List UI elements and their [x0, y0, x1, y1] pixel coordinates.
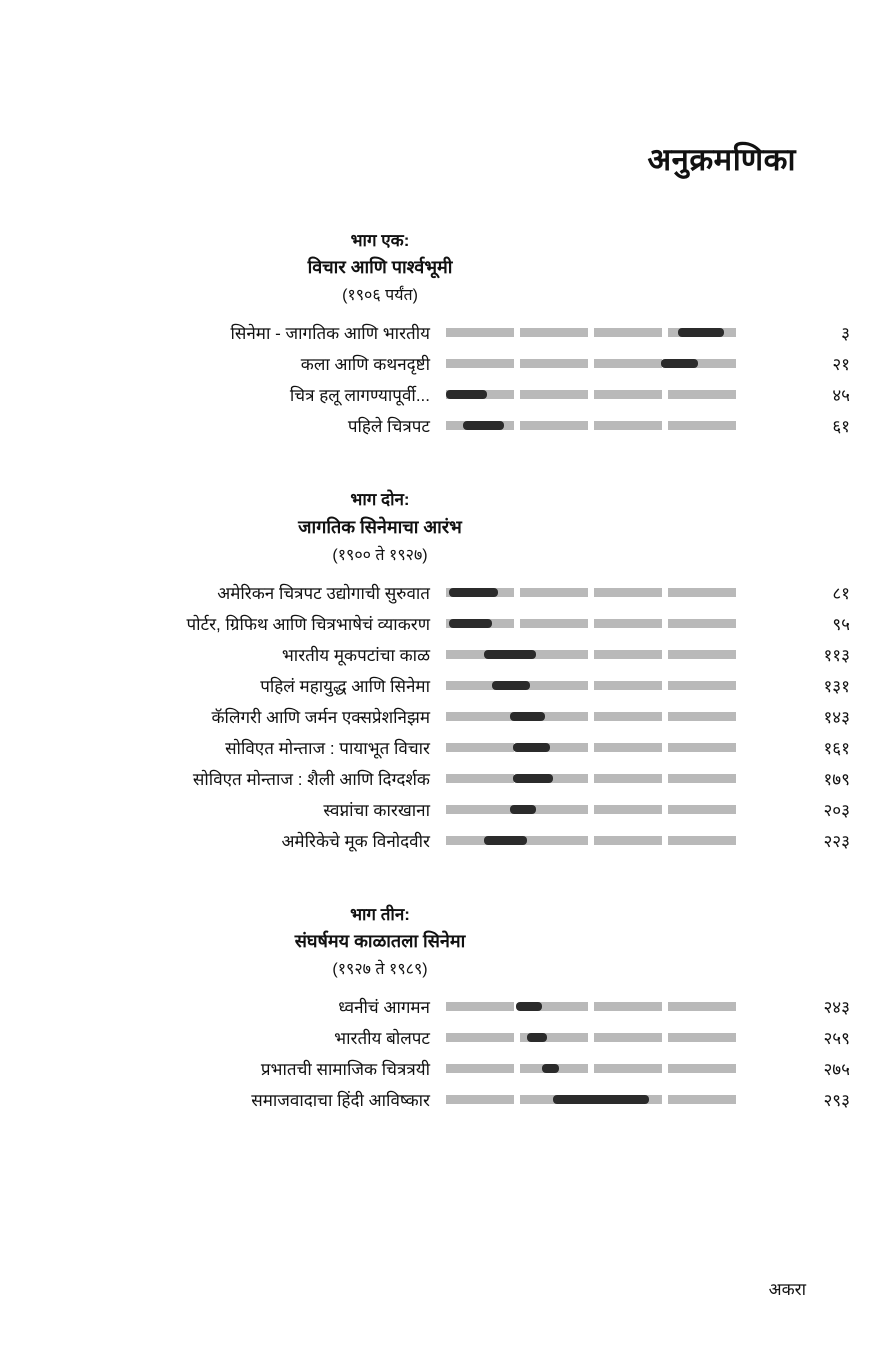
leader-segment — [520, 619, 588, 628]
leader-segment — [520, 390, 588, 399]
toc-entry-title: पहिले चित्रपट — [347, 417, 430, 437]
toc-entry-title: अमेरिकन चित्रपट उद्योगाची सुरुवात — [217, 583, 430, 603]
leader-segment — [446, 774, 514, 783]
leader-highlight — [527, 1033, 547, 1042]
toc-entry-title: अमेरिकेचे मूक विनोदवीर — [281, 831, 430, 851]
toc-entry[interactable] — [0, 1022, 892, 1053]
toc-entry[interactable] — [0, 991, 892, 1022]
toc-entry-page-number: ३ — [841, 324, 850, 344]
toc-entry-page-number: २४३ — [823, 998, 850, 1018]
toc-entry-title: पोर्टर, ग्रिफिथ आणि चित्रभाषेचं व्याकरण — [186, 614, 430, 634]
leader-segment — [668, 743, 736, 752]
toc-entry-list — [0, 991, 892, 1115]
toc-entry-leader-bar — [446, 1064, 736, 1073]
toc-entry-title: पहिलं महायुद्ध आणि सिनेमा — [260, 676, 430, 696]
leader-segment — [594, 359, 662, 368]
leader-segment — [594, 328, 662, 337]
leader-segment — [594, 681, 662, 690]
leader-segment — [594, 774, 662, 783]
leader-segment — [594, 421, 662, 430]
page-title: अनुक्रमणिका — [647, 142, 796, 177]
toc-entry[interactable] — [0, 670, 892, 701]
toc-part-heading-line3: (१९०० ते १९२७) — [332, 546, 428, 564]
leader-segment — [594, 1002, 662, 1011]
toc-entry-title: समाजवादाचा हिंदी आविष्कार — [251, 1091, 430, 1111]
leader-segment — [594, 1033, 662, 1042]
toc-entry-title: भारतीय बोलपट — [334, 1029, 430, 1049]
toc-entry[interactable] — [0, 608, 892, 639]
leader-segment — [446, 359, 514, 368]
toc-entry[interactable] — [0, 410, 892, 441]
leader-highlight — [446, 390, 487, 399]
leader-segment — [668, 1095, 736, 1104]
toc-entry-leader-bar — [446, 1095, 736, 1104]
toc-entry-leader-bar — [446, 805, 736, 814]
leader-segment — [446, 1064, 514, 1073]
toc-entry-title: सिनेमा - जागतिक आणि भारतीय — [230, 324, 430, 344]
toc-entry-leader-bar — [446, 774, 736, 783]
toc-entry-page-number: ११३ — [823, 645, 850, 665]
leader-segment — [520, 681, 588, 690]
leader-segment — [520, 588, 588, 597]
toc-entry-leader-bar — [446, 1033, 736, 1042]
toc-part-heading-line2: विचार आणि पार्श्वभूमी — [307, 257, 453, 278]
leader-segment — [446, 712, 514, 721]
toc-part — [0, 902, 892, 1115]
toc-part-heading-line3: (१९०६ पर्यंत) — [342, 287, 418, 305]
toc-entry[interactable] — [0, 379, 892, 410]
toc-entry-title: कला आणि कथनदृष्टी — [300, 355, 430, 375]
toc-part-heading-line2: संघर्षमय काळातला सिनेमा — [294, 931, 466, 952]
leader-highlight — [661, 359, 699, 368]
toc-entry-page-number: २१ — [832, 355, 850, 375]
toc-entry-title: ध्वनीचं आगमन — [338, 998, 430, 1018]
leader-segment — [594, 712, 662, 721]
toc-part-heading-line2: जागतिक सिनेमाचा आरंभ — [298, 516, 462, 537]
toc-entry-leader-bar — [446, 712, 736, 721]
leader-segment — [520, 359, 588, 368]
leader-segment — [668, 421, 736, 430]
toc-entry-page-number: २७५ — [823, 1060, 850, 1080]
leader-segment — [446, 1033, 514, 1042]
leader-segment — [668, 650, 736, 659]
toc-entry[interactable] — [0, 1084, 892, 1115]
leader-highlight — [510, 805, 536, 814]
toc-part-heading-line1: भाग एक: — [350, 231, 410, 250]
toc-entry-list — [0, 577, 892, 856]
toc-entry[interactable] — [0, 348, 892, 379]
toc-entry-page-number: ८१ — [832, 583, 850, 603]
leader-segment — [446, 1095, 514, 1104]
leader-segment — [668, 681, 736, 690]
leader-segment — [446, 743, 514, 752]
leader-highlight — [463, 421, 504, 430]
leader-segment — [668, 588, 736, 597]
leader-segment — [594, 588, 662, 597]
leader-segment — [446, 328, 514, 337]
toc-entry-leader-bar — [446, 619, 736, 628]
leader-highlight — [449, 619, 493, 628]
toc-entry-title: कॅलिगरी आणि जर्मन एक्सप्रेशनिझम — [211, 707, 430, 727]
toc-entry-page-number: १४३ — [823, 707, 850, 727]
leader-highlight — [513, 743, 551, 752]
leader-highlight — [492, 681, 530, 690]
toc-entry[interactable] — [0, 577, 892, 608]
toc-entry-title: स्वप्नांचा कारखाना — [323, 800, 430, 820]
leader-segment — [520, 328, 588, 337]
toc-entry[interactable] — [0, 701, 892, 732]
leader-segment — [594, 650, 662, 659]
toc-entry-page-number: १७९ — [823, 769, 850, 789]
toc-entry-title: चित्र हलू लागण्यापूर्वी... — [289, 386, 430, 406]
leader-segment — [594, 805, 662, 814]
toc-entry-leader-bar — [446, 359, 736, 368]
toc-entry[interactable] — [0, 639, 892, 670]
toc-entry[interactable] — [0, 1053, 892, 1084]
toc-entry-title: प्रभातची सामाजिक चित्रत्रयी — [260, 1060, 430, 1080]
toc-entry-page-number: ९५ — [832, 614, 850, 634]
toc-entry[interactable] — [0, 317, 892, 348]
leader-segment — [668, 1002, 736, 1011]
leader-highlight — [484, 650, 536, 659]
toc-part — [0, 487, 892, 855]
leader-segment — [668, 836, 736, 845]
leader-segment — [668, 712, 736, 721]
leader-segment — [594, 1064, 662, 1073]
toc-entry-page-number: ६१ — [832, 417, 850, 437]
toc-entry-title: सोविएत मोन्ताज : शैली आणि दिग्दर्शक — [192, 769, 430, 789]
toc-entry-leader-bar — [446, 421, 736, 430]
toc-part-heading-line3: (१९२७ ते १९८९) — [332, 961, 428, 979]
leader-segment — [446, 1002, 514, 1011]
leader-segment — [668, 619, 736, 628]
toc-part-heading — [0, 902, 600, 983]
leader-highlight — [542, 1064, 559, 1073]
toc-entry-leader-bar — [446, 650, 736, 659]
toc-entry-leader-bar — [446, 836, 736, 845]
toc-entry-list — [0, 317, 892, 441]
toc-part-heading — [0, 228, 600, 309]
toc-entry[interactable] — [0, 794, 892, 825]
toc-part-heading-line1: भाग तीन: — [350, 904, 410, 924]
toc-entry-leader-bar — [446, 743, 736, 752]
leader-highlight — [449, 588, 498, 597]
leader-highlight — [553, 1095, 649, 1104]
leader-segment — [594, 619, 662, 628]
leader-segment — [668, 390, 736, 399]
toc-entry-page-number: २२३ — [823, 831, 850, 851]
leader-segment — [520, 836, 588, 845]
leader-highlight — [484, 836, 528, 845]
leader-segment — [668, 1033, 736, 1042]
toc-entry-page-number: १३१ — [823, 676, 850, 696]
toc-entry-page-number: २०३ — [823, 800, 850, 820]
page-number-footer: अकरा — [768, 1280, 806, 1299]
toc-entry-leader-bar — [446, 328, 736, 337]
leader-segment — [594, 743, 662, 752]
toc-entry[interactable] — [0, 732, 892, 763]
toc-entry-leader-bar — [446, 1002, 736, 1011]
toc-content — [0, 228, 892, 1125]
toc-entry-page-number: १६१ — [823, 738, 850, 758]
toc-part — [0, 228, 892, 441]
toc-entry-title: सोविएत मोन्ताज : पायाभूत विचार — [225, 738, 430, 758]
toc-entry-leader-bar — [446, 588, 736, 597]
toc-entry-page-number: ४५ — [832, 386, 850, 406]
leader-segment — [668, 1064, 736, 1073]
leader-segment — [594, 836, 662, 845]
leader-segment — [668, 774, 736, 783]
leader-highlight — [516, 1002, 542, 1011]
leader-highlight — [513, 774, 554, 783]
leader-segment — [668, 805, 736, 814]
leader-highlight — [510, 712, 545, 721]
toc-entry-page-number: २९३ — [823, 1091, 850, 1111]
toc-entry[interactable] — [0, 825, 892, 856]
leader-segment — [520, 421, 588, 430]
leader-segment — [594, 390, 662, 399]
toc-entry-page-number: २५९ — [823, 1029, 850, 1049]
toc-entry-leader-bar — [446, 681, 736, 690]
leader-segment — [446, 805, 514, 814]
toc-entry[interactable] — [0, 763, 892, 794]
toc-entry-title: भारतीय मूकपटांचा काळ — [281, 645, 430, 665]
toc-entry-leader-bar — [446, 390, 736, 399]
leader-highlight — [678, 328, 724, 337]
toc-part-heading — [0, 487, 600, 568]
toc-part-heading-line1: भाग दोन: — [350, 490, 410, 510]
